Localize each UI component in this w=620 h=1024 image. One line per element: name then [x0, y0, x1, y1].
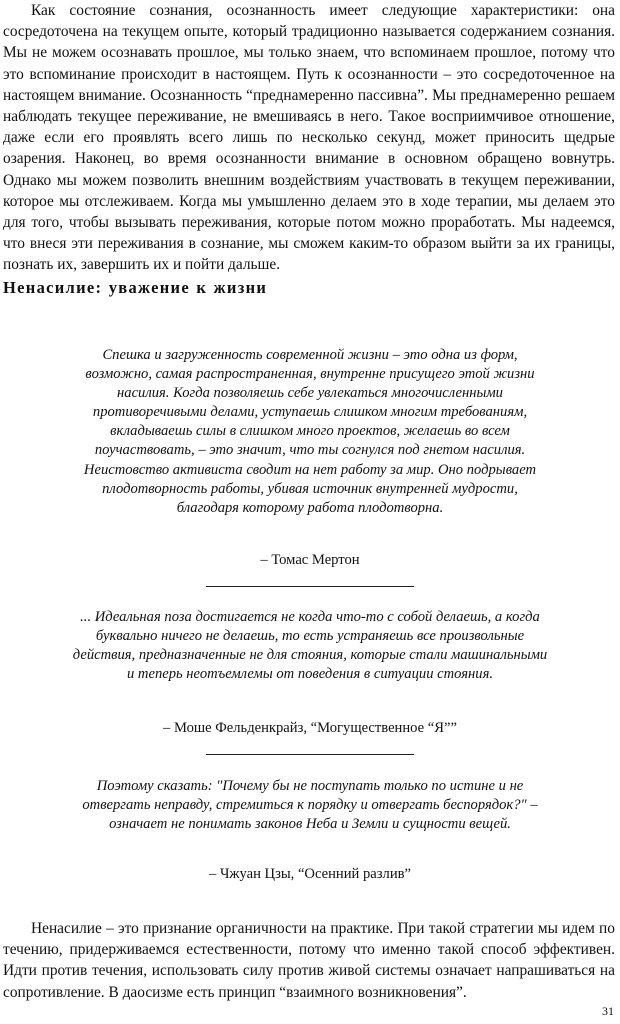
epigraph-quote-merton: Спешка и загруженность современной жизни – это одна из форм, возможно, самая распространенная, внутренне присущего этой жизни насилия. Когда позволяешь себе увлекаться многочисленными противоречивыми делами, уступаешь слишком многим требованиям, вкладываешь силы в слишком много проектов, желаешь во всем поучаствовать, – это значит, что ты согнулся под гнетом насилия. Неистовство активиста сводит на нет работу за мир. Оно подрывает плодотворность работы, убивая источник внутренней мудрости, благодаря которому работа плодотворна. — [83, 347, 537, 516]
page-number: 31 — [602, 1004, 614, 1018]
epigraph-quote-feldenkrais: ... Идеальная поза достигается не когда что-то с собой делаешь, а когда буквально ничего не делаешь, то есть устраняешь все произвольные действия, предназначенные не для стояния, которые стали машинальными и теперь неотъемлемы от поведения в ситуации стояния. — [72, 609, 548, 683]
quote-divider — [206, 754, 414, 755]
quote-divider — [206, 586, 414, 587]
intro-paragraph: Как состояние сознания, осознанность имеет следующие характеристики: она сосредоточена на текущем опыте, который традиционно называется содержанием сознания. Мы не можем осознавать прошлое, мы только знаем, что вспоминаем прошлое, потому что это вспоминание происходит в настоящем. Путь к осознанности – это сосредоточенное на настоящем внимание. Осознанность “преднамеренно пассивна”. Мы преднамеренно решаем наблюдать текущее переживание, не вмешиваясь в него. Такое восприимчивое отношение, даже если его проявлять всего лишь по несколько секунд, может приносить щедрые озарения. Наконец, во время осознанности внимание в основном обращено вовнутрь. Однако мы можем позволить внешним воздействиям участвовать в текущем переживании, которое мы отслеживаем. Когда мы умышленно делаем это в ходе терапии, мы делаем это для того, чтобы вызывать переживания, которые потом можно проработать. Мы надеемся, что внеся эти переживания в сознание, мы сможем каким-то образом выйти за их границы, познать их, завершить их и пойти дальше. — [3, 2, 615, 274]
epigraph-attribution-merton: – Томас Мертон — [260, 552, 360, 568]
section-heading: Ненасилие: уважение к жизни — [3, 278, 268, 297]
epigraph-quote-zhuangzi: Поэтому сказать: "Почему бы не поступать только по истине и не отвергать неправду, стремиться к порядку и отвергать беспорядок?" – означает не понимать законов Неба и Земли и сущности вещей. — [82, 778, 538, 833]
closing-paragraph: Ненасилие – это признание органичности на практике. При такой стратегии мы идем по течению, придерживаемся естественности, потому что именно такой способ эффективен. Идти против течения, использовать силу против живой системы означает напрашиваться на сопротивление. В даосизме есть принцип “взаимного возникновения”. — [3, 920, 615, 1001]
epigraph-attribution-zhuangzi: – Чжуан Цзы, “Осенний разлив” — [209, 866, 411, 882]
epigraph-attribution-feldenkrais: – Моше Фельденкрайз, “Могущественное “Я”” — [163, 720, 457, 736]
